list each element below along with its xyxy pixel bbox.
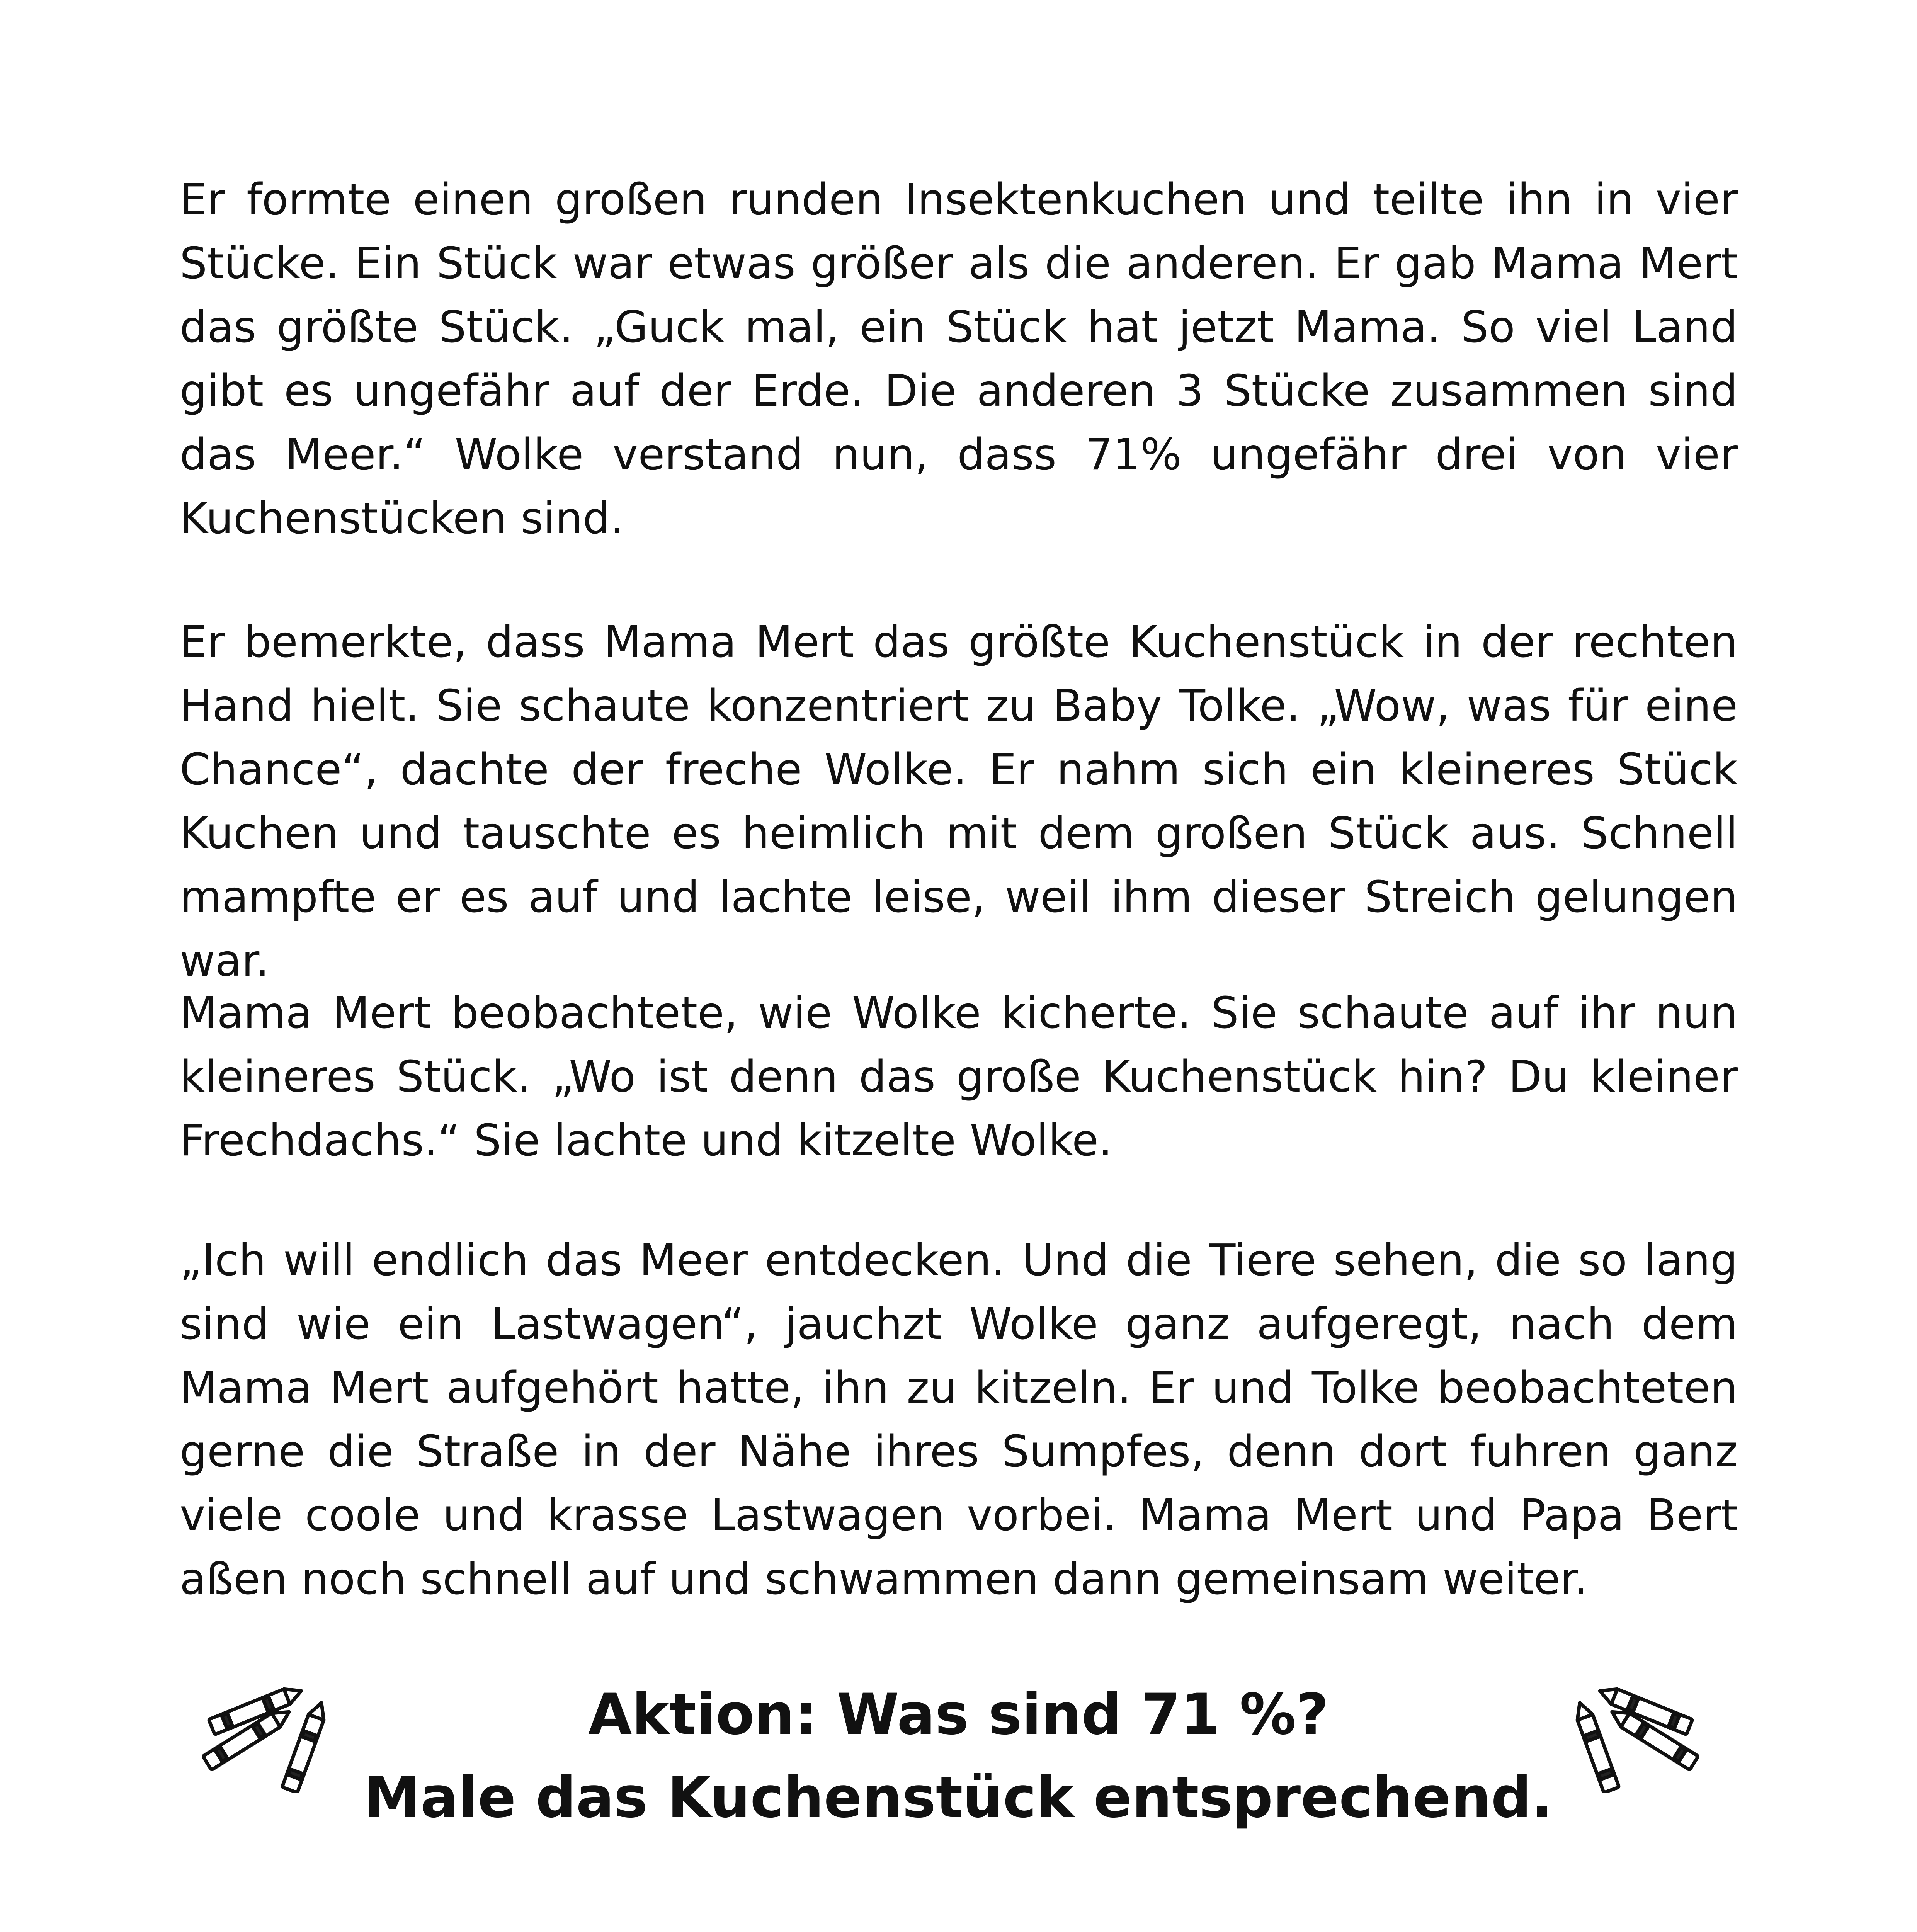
crayons-icon: [1569, 1677, 1708, 1793]
action-line-1: Aktion: Was sind 71 %?: [588, 1682, 1329, 1747]
action-line-2: Male das Kuchenstück entsprechend.: [364, 1765, 1553, 1830]
story-paragraph-3: Mama Mert beobachtete, wie Wolke kicherte. Sie schaute auf ihr nun kleineres Stück. „Wo ist denn das große Kuchenstück hin? Du kleiner Frechdachs.“ Sie lachte und kitzelte Wolke.: [180, 988, 1738, 1166]
story-paragraph-4: „Ich will endlich das Meer entdecken. Und die Tiere sehen, die so lang sind wie ein Lastwagen“, jauchzt Wolke ganz aufgeregt, nach dem Mama Mert aufgehört hatte, ihn zu kitzeln. Er und Tolke beobachteten gerne die Straße in der Nähe ihres Sumpfes, denn dort fuhren ganz viele coole und krasse Lastwagen vorbei. Mama Mert und Papa Bert aßen noch schnell auf und schwammen dann gemeinsam weiter.: [180, 1235, 1738, 1604]
story-paragraph-1: Er formte einen großen runden Insektenkuchen und teilte ihn in vier Stücke. Ein Stück war etwas größer als die anderen. Er gab Mama Mert das größte Stück. „Guck mal, ein Stück hat jetzt Mama. So viel Land gibt es ungefähr auf der Erde. Die anderen 3 Stücke zusammen sind das Meer.“ Wolke verstand nun, dass 71% ungefähr drei von vier Kuchenstücken sind.: [180, 175, 1738, 544]
story-paragraph-2: Er bemerkte, dass Mama Mert das größte Kuchenstück in der rechten Hand hielt. Sie schaute konzentriert zu Baby Tolke. „Wow, was für eine Chance“, dachte der freche Wolke. Er nahm sich ein kleineres Stück Kuchen und tauschte es heimlich mit dem großen Stück aus. Schnell mampfte er es auf und lachte leise, weil ihm dieser Streich gelungen war.: [180, 617, 1738, 986]
